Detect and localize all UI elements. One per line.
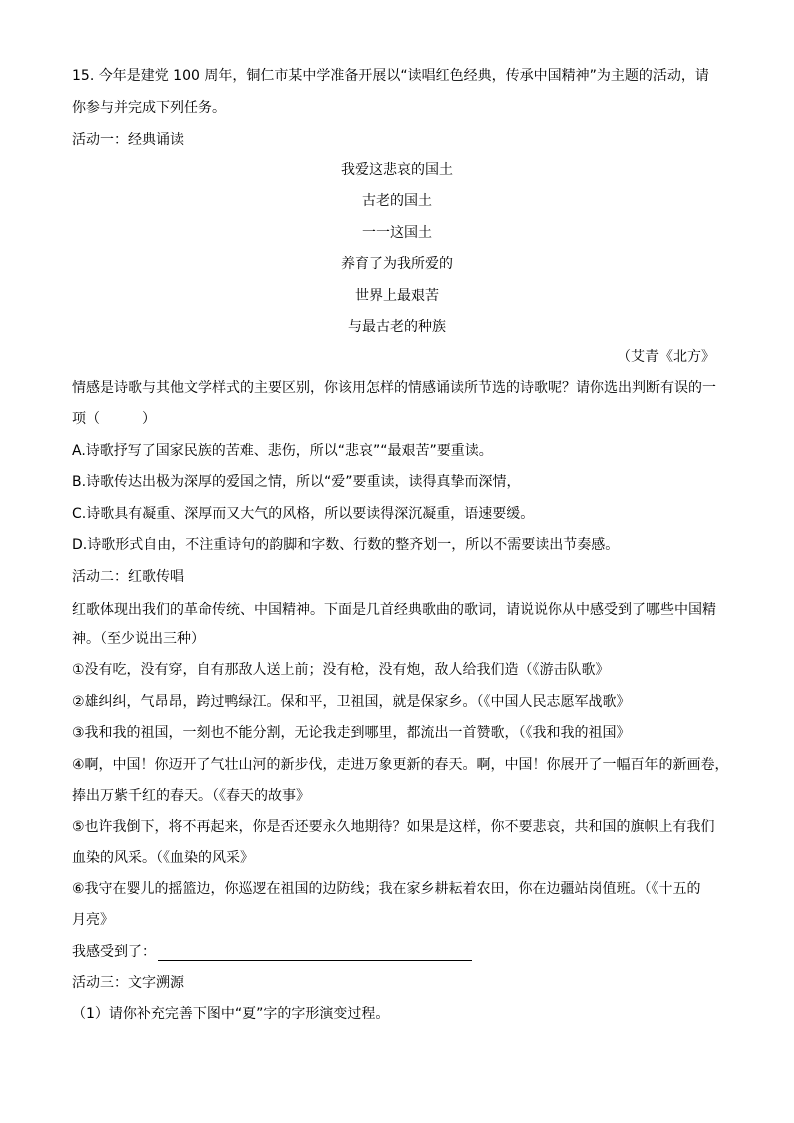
question-text-line-1: 15. 今年是建党 100 周年，铜仁市某中学准备开展以“读唱红色经典，传承中国精神”为主题的活动，请	[72, 68, 709, 84]
poem-line-4: 养育了为我所爱的	[341, 256, 453, 272]
lyric-line-1: ①没有吃，没有穿，自有那敌人送上前；没有枪，没有炮，敌人给我们造（《游击队歌》	[72, 662, 610, 678]
poem-line-1: 我爱这悲哀的国土	[341, 162, 453, 178]
prompt-line-2: 项（ ）	[72, 411, 156, 427]
lyric-line-5: 捧出万紫千红的春天。（《春天的故事》	[72, 788, 310, 804]
answer-blank-line[interactable]	[158, 942, 472, 961]
intro-line-2: 神。（至少说出三种）	[72, 631, 205, 647]
poem-line-6: 与最古老的种族	[348, 319, 446, 335]
question-text-line-2: 你参与并完成下列任务。	[72, 100, 226, 116]
lyric-line-4: ④啊，中国！你迈开了气壮山河的新步伐，走进万象更新的春天。啊，中国！你展开了一幅百年的新画卷，	[72, 757, 729, 773]
option-c: C.诗歌具有凝重、深厚而又大气的风格，所以要读得深沉凝重，语速要缓。	[72, 506, 535, 522]
poem-line-5: 世界上最艰苦	[355, 288, 439, 304]
poem-attribution: （艾青《北方》	[617, 349, 715, 365]
answer-row	[72, 942, 472, 961]
option-d: D.诗歌形式自由，不注重诗句的韵脚和字数、行数的整齐划一，所以不需要读出节奏感。	[72, 537, 620, 553]
poem-line-2: 古老的国土	[362, 193, 432, 209]
poem-line-3: 一一这国土	[362, 225, 432, 241]
lyric-line-7: 血染的风采。（《血染的风采》	[72, 850, 254, 866]
option-a: A.诗歌抒写了国家民族的苦难、悲伤，所以“悲哀”“最艰苦”要重读。	[72, 443, 493, 459]
lyric-line-3: ③我和我的祖国，一刻也不能分割，无论我走到哪里，都流出一首赞歌，（《我和我的祖国》	[72, 725, 631, 741]
activity-2-heading: 活动二：红歌传唱	[72, 569, 184, 585]
answer-prompt: 我感受到了：	[72, 944, 156, 960]
activity-1-heading: 活动一：经典诵读	[72, 132, 184, 148]
activity-3-task: （1）请你补充完善下图中“夏”字的字形演变过程。	[72, 1006, 390, 1022]
option-b: B.诗歌传达出极为深厚的爱国之情，所以“爱”要重读，读得真挚而深情，	[72, 474, 521, 490]
intro-line-1: 红歌体现出我们的革命传统、中国精神。下面是几首经典歌曲的歌词，请说说你从中感受到了哪些中国精	[72, 602, 716, 618]
lyric-line-8: ⑥我守在婴儿的摇篮边，你巡逻在祖国的边防线；我在家乡耕耘着农田，你在边疆站岗值班。（《十五的	[72, 881, 701, 897]
activity-3-heading: 活动三：文字溯源	[72, 975, 184, 991]
prompt-line-1: 情感是诗歌与其他文学样式的主要区别，你该用怎样的情感诵读所节选的诗歌呢？请你选出判断有误的一	[72, 380, 716, 396]
lyric-line-9: 月亮》	[72, 912, 114, 928]
lyric-line-6: ⑤也许我倒下，将不再起来，你是否还要永久地期待？如果是这样，你不要悲哀，共和国的旗帜上有我们	[72, 819, 715, 835]
lyric-line-2: ②雄纠纠，气昂昂，跨过鸭绿江。保和平，卫祖国，就是保家乡。（《中国人民志愿军战歌》	[72, 694, 631, 710]
